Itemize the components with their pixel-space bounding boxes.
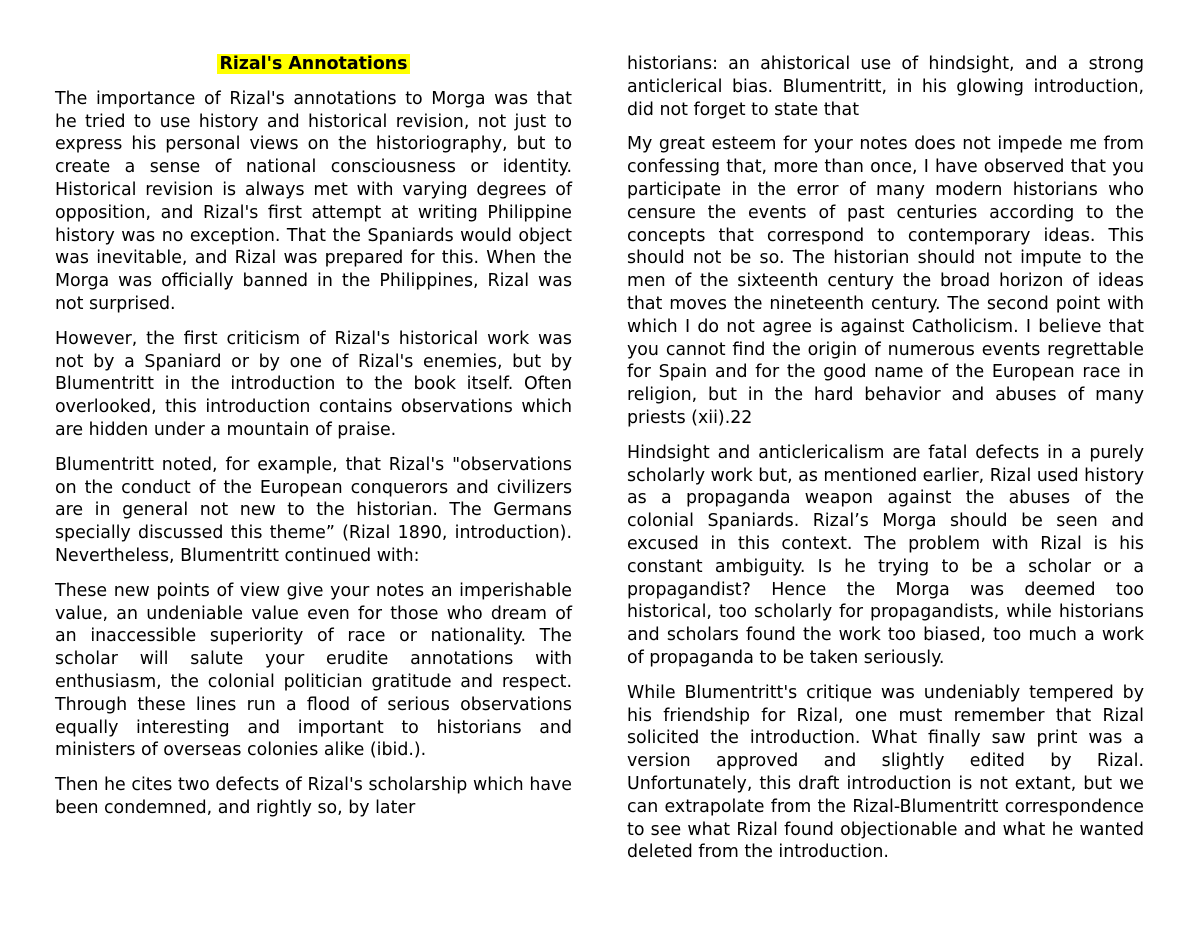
title-line [55, 53, 572, 76]
paragraph-two-defects: Then he cites two defects of Rizal's scholarship which have been condemned, and rightly so, by later [55, 775, 572, 818]
paragraph-blumentritt-noted: Blumentritt noted, for example, that Rizal's "observations on the conduct of the European conquerors and civilizers are in general not new to the historian. The Germans specially discussed this theme” (Rizal 1890, introduction). Nevertheless, Blumentritt continued with: [55, 454, 572, 566]
left-column [55, 53, 572, 832]
paragraph-quote-new-points: These new points of view give your notes an imperishable value, an undeniable value even for those who dream of an inaccessible superiority of race or nationality. The scholar will salute your erudite annotations with enthusiasm, the colonial politician gratitude and respect. Through these lines run a flood of serious observations equally interesting and important to historians and ministers of overseas colonies alike (ibid.). [55, 580, 572, 761]
right-column [627, 53, 1144, 876]
document-title: Rizal's Annotations [219, 54, 408, 74]
paragraph-quote-great-esteem: My great esteem for your notes does not impede me from confessing that, more than once, I have observed that you participate in the error of many modern historians who censure the events of past centuries according to the concepts that correspond to contemporary ideas. This should not be so. The historian should not impute to the men of the sixteenth century the broad horizon of ideas that moves the nineteenth century. The second point with which I do not agree is against Catholicism. I believe that you cannot find the origin of numerous events regrettable for Spain and for the good name of the European race in religion, but in the hard behavior and abuses of many priests (xii).22 [627, 134, 1144, 428]
paragraph-importance: The importance of Rizal's annotations to Morga was that he tried to use history and historical revision, not just to express his personal views on the historiography, but to create a sense of national consciousness or identity. Historical revision is always met with varying degrees of opposition, and Rizal's first attempt at writing Philippine history was no exception. That the Spaniards would object was inevitable, and Rizal was prepared for this. When the Morga was officially banned in the Philippines, Rizal was not surprised. [55, 88, 572, 314]
paragraph-first-criticism: However, the first criticism of Rizal's historical work was not by a Spaniard or by one of Rizal's enemies, but by Blumentritt in the introduction to the book itself. Often overlooked, this introduction contains observations which are hidden under a mountain of praise. [55, 328, 572, 440]
paragraph-while-blumentritt: While Blumentritt's critique was undeniably tempered by his friendship for Rizal, one must remember that Rizal solicited the introduction. What finally saw print was a version approved and slightly edited by Rizal. Unfortunately, this draft introduction is not extant, but we can extrapolate from the Rizal-Blumentritt correspondence to see what Rizal found objectionable and what he wanted deleted from the introduction. [627, 682, 1144, 863]
paragraph-hindsight: Hindsight and anticlericalism are fatal defects in a purely scholarly work but, as mentioned earlier, Rizal used history as a propaganda weapon against the abuses of the colonial Spaniards. Rizal’s Morga should be seen and excused in this context. The problem with Rizal is his constant ambiguity. Is he trying to be a scholar or a propagandist? Hence the Morga was deemed too historical, too scholarly for propagandists, while historians and scholars found the work too biased, too much a work of propaganda to be taken seriously. [627, 442, 1144, 668]
paragraph-historians-continued: historians: an ahistorical use of hindsight, and a strong anticlerical bias. Blumentritt, in his glowing introduction, did not forget to state that [627, 54, 1144, 120]
